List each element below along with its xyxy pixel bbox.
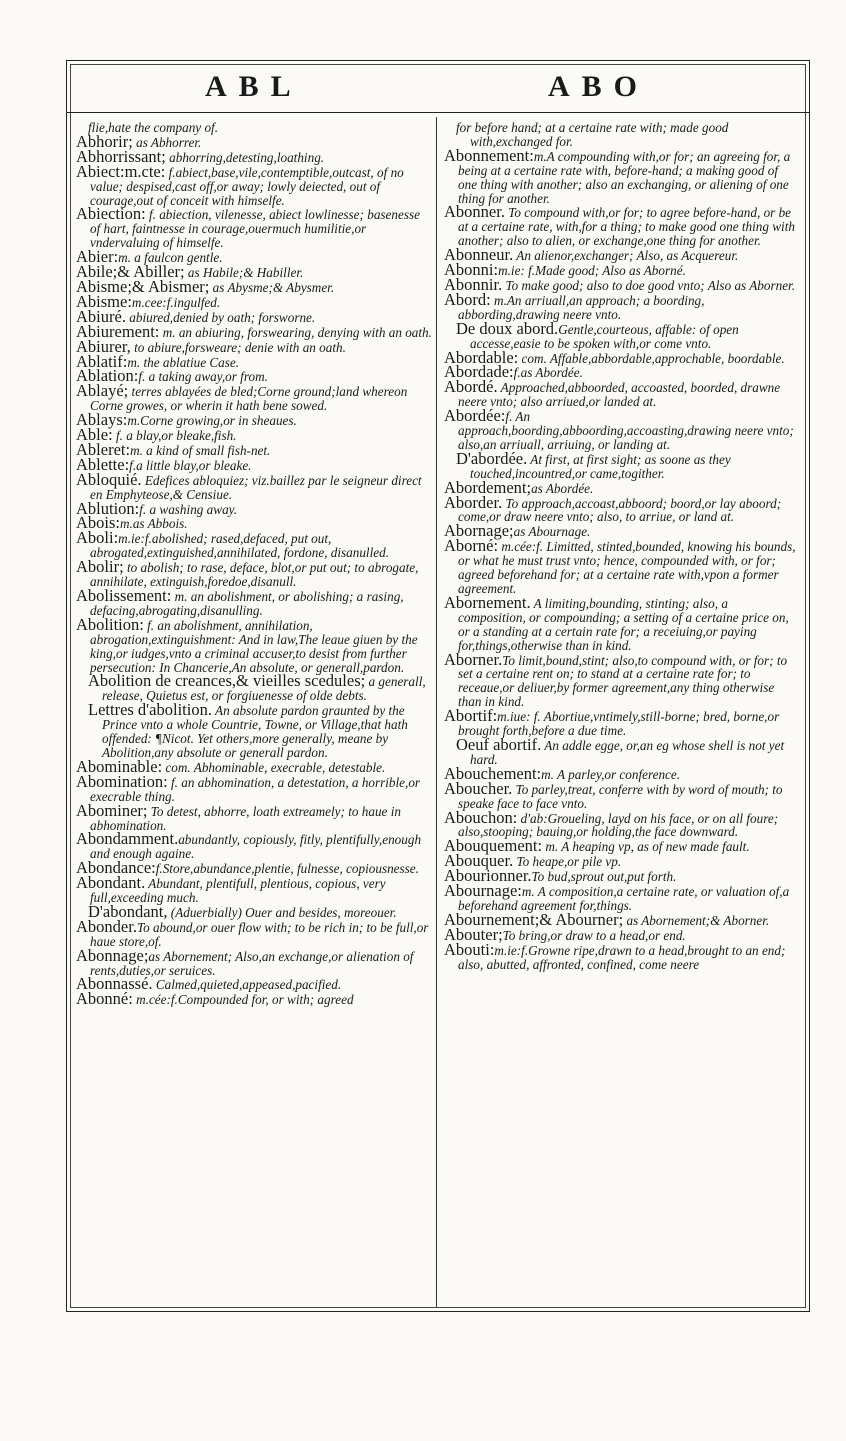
dictionary-entry	[76, 945, 432, 978]
headword: Abonnage;	[76, 945, 149, 965]
headword: Abouter;	[444, 924, 503, 944]
headword: Abolir;	[76, 557, 124, 577]
dictionary-entry	[444, 807, 796, 840]
definition: m. A parley,or conference.	[541, 766, 681, 782]
definition: f. an abhomination, a detestation, a horrible,or execrable thing.	[90, 774, 421, 804]
left-column	[76, 120, 432, 1007]
headword: Abornage;	[444, 521, 514, 541]
definition: as Habile;& Habiller.	[184, 265, 304, 281]
dictionary-entry	[76, 410, 432, 430]
headword: Abondant.	[76, 873, 146, 893]
definition: for before hand; at a certaine rate with; made good with,exchanged for.	[456, 120, 729, 149]
definition: m.cée:f. Limitted, stinted,bounded, knowing his bounds, or what he must trust vnto; hence, compounded with, or for; agreed beforehand for; at a certaine rate with,vpon a former agreement.	[458, 539, 796, 596]
headword: Abonné:	[76, 989, 133, 1009]
dictionary-entry	[76, 204, 432, 251]
definition: m. a faulcon gentle.	[118, 250, 223, 266]
dictionary-entry	[444, 145, 796, 206]
definition: m. A heaping vp, as of new made fault.	[542, 839, 750, 855]
dictionary-entry	[76, 671, 432, 704]
dictionary-entry	[76, 381, 432, 414]
definition: m.A compounding with,or for; an agreeing for, a being at a certaine rate with, before-hand; a making good of one thing with another; also an exchanging, or aliening of one thing for another.	[458, 148, 791, 206]
definition: to abolish; to rase, deface, blot,or put out; to abrogate, annihilate, extinguish,foredoe,disanull.	[90, 560, 419, 590]
dictionary-entry	[444, 924, 796, 944]
headword: Oeuf abortif.	[456, 734, 542, 754]
dictionary-entry	[76, 336, 432, 356]
dictionary-entry	[76, 771, 432, 804]
column-divider	[436, 117, 437, 1307]
definition: m.cée:f.Compounded for, or with; agreed	[132, 992, 354, 1008]
headword: Abondance:	[76, 858, 156, 878]
definition: (Aduerbially) Ouer and besides, moreouer.	[167, 904, 397, 920]
definition: A limiting,bounding, stinting; also, a composition, or compounding; a setting of a certaine price on, or a standing at a certain rate for; a receiuing,or paying for,things,otherwise than in kind.	[458, 595, 789, 653]
definition: as Abordée.	[531, 480, 594, 496]
dictionary-entry	[444, 492, 796, 525]
headword: Abonnir.	[444, 274, 503, 294]
dictionary-entry	[76, 439, 432, 459]
definition: To parley,treat, conferre with by word of mouth; to speake face to face vnto.	[458, 781, 783, 811]
dictionary-entry	[444, 939, 796, 972]
headword: Abouti:	[444, 939, 495, 959]
definition: To detest, abhorre, loath extreamely; to haue in abhomination.	[90, 803, 401, 833]
definition: abiured,denied by oath; forsworne.	[125, 309, 316, 325]
definition: m.Corne growing,or in sheaues.	[127, 413, 297, 429]
headword: Abiection:	[76, 204, 146, 224]
dictionary-entry	[76, 829, 432, 862]
headword: Abordée:	[444, 406, 506, 426]
definition: At first, at first sight; as soone as they touched,incountred,or came,togither.	[470, 451, 731, 481]
definition: m.ie:f.abolished; rased,defaced, put out, abrogated,extinguished,annihilated, fordone, disanulled.	[90, 531, 390, 561]
definition: as Abournage.	[513, 524, 591, 540]
definition: a generall, release, Quietus est, or forgiuenesse of olde debts.	[102, 674, 426, 704]
headword: Abordable:	[444, 347, 519, 367]
headword: Abordade:	[444, 362, 514, 382]
definition: flie,hate the company of.	[88, 120, 219, 135]
definition: To bring,or draw to a head,or end.	[502, 927, 686, 943]
headword: Lettres d'abolition.	[88, 700, 212, 720]
dictionary-entry	[76, 469, 432, 502]
dictionary-entry	[444, 406, 796, 452]
headword: Abois:	[76, 513, 121, 533]
dictionary-entry	[76, 557, 432, 590]
definition: f. abiection, vilenesse, abiect lowlinesse; basenesse of hart, faintnesse in courage,ouermuch humilitie,or vndervaluing of himselfe.	[90, 207, 420, 251]
headword: Abiuré.	[76, 306, 126, 326]
headword: Ableret:	[76, 439, 131, 459]
dictionary-entry	[444, 778, 796, 811]
headword: Abiurer,	[76, 336, 131, 356]
headword: Abloquié.	[76, 469, 142, 489]
definition: m. the ablatiue Case.	[127, 354, 240, 370]
dictionary-entry	[76, 989, 432, 1009]
dictionary-entry	[76, 800, 432, 833]
headword: Ablation:	[76, 366, 139, 386]
headword: Abortif:	[444, 706, 498, 726]
running-head-right: ABO	[548, 70, 650, 103]
headword: Abolissement:	[76, 586, 172, 605]
definition: Approached,abboorded, accoasted, boorded, drawne neere vnto; also arriued,or landed at.	[458, 380, 781, 410]
headword: Aborné:	[444, 536, 499, 556]
dictionary-entry	[444, 448, 796, 481]
definition: m. A composition,a certaine rate, or valuation of,a beforehand agreement for,things.	[458, 884, 790, 913]
definition: abundantly, copiously, fitly, plentifully,enough and enough againe.	[90, 832, 422, 862]
dictionary-entry	[76, 916, 432, 949]
headword: Abondamment.	[76, 829, 179, 849]
headword: Abouchement:	[444, 763, 542, 783]
definition: m.as Abbois.	[120, 516, 188, 532]
dictionary-entry	[76, 586, 432, 618]
definition: m. a kind of small fish-net.	[130, 442, 271, 458]
headword: Abordé.	[444, 377, 498, 397]
headword: Ablution:	[76, 498, 140, 518]
definition: m. an abiuring, forswearing, denying with an oath.	[159, 324, 432, 340]
dictionary-entry	[444, 318, 796, 351]
definition: m.ie:f.Growne ripe,drawn to a head,brought to an end; also, abutted, affronted, confined, come neere	[458, 942, 786, 972]
headword: Aborder.	[444, 492, 503, 512]
dictionary-entry	[76, 291, 432, 311]
headword: Abonner.	[444, 202, 505, 222]
running-head-left: ABL	[205, 70, 303, 103]
headword: Ablatif:	[76, 351, 128, 371]
definition: f. a washing away.	[139, 501, 238, 517]
definition: To heape,or pile vp.	[513, 854, 622, 870]
headword: De doux abord.	[456, 318, 559, 338]
headword: Aboucher.	[444, 778, 513, 798]
dictionary-entry	[76, 366, 432, 386]
definition: f.abiect,base,vile,contemptible,outcast, of no value; despised,cast off,or away; lowly deiected, out of courage,out of conceit with himselfe.	[90, 164, 404, 208]
definition: as Abornement; Also,an exchange,or alienation of rents,duties,or seruices.	[90, 948, 414, 978]
headword: Abonnement:	[444, 145, 534, 165]
definition: m. an abolishment, or abolishing; a rasing, defacing,abrogating,disanulling.	[90, 589, 404, 618]
definition: as Abornement;& Aborner.	[623, 912, 770, 928]
dictionary-entry	[444, 592, 796, 653]
dictionary-entry	[444, 377, 796, 410]
definition: d'ab:Groueling, layd on his face, or on all foure; also,stooping; bauing,or holding,the face downward.	[458, 810, 779, 840]
headword: Abouquement:	[444, 836, 543, 856]
dictionary-entry	[444, 734, 796, 767]
headword: Abiect:m.cte:	[76, 161, 166, 181]
headword: Abomination:	[76, 771, 168, 791]
headword: Abominer;	[76, 800, 148, 820]
headword: Aborner.	[444, 649, 503, 669]
headword: Abonder.	[76, 916, 137, 936]
headword: Abier:	[76, 247, 119, 267]
dictionary-entry	[76, 700, 432, 760]
definition: f.as Abordée.	[513, 365, 583, 381]
definition: f. An approach,boording,abboording,accoasting,drawing neere vnto; also,an arriuall, arriuing, or landing at.	[458, 409, 794, 452]
headword: Ablette:	[76, 454, 130, 474]
definition: m.cee:f.ingulfed.	[131, 294, 221, 310]
definition: f.Store,abundance,plentie, fulnesse, copiousnesse.	[155, 861, 419, 877]
headword: D'abordée.	[456, 448, 528, 468]
headword: Abornement.	[444, 592, 531, 612]
headword: Ablayé;	[76, 381, 129, 401]
headword: Abordement;	[444, 477, 532, 497]
headword: Abhorrissant;	[76, 146, 166, 166]
headword: Abominable:	[76, 756, 163, 776]
definition: as Abhorrer.	[132, 134, 202, 150]
headword: Abord:	[444, 289, 491, 309]
definition: An addle egge, or,an eg whose shell is not yet hard.	[470, 737, 785, 767]
definition: Edefices abloquiez; viz.baillez par le seigneur direct en Emphyteose,& Censiue.	[90, 472, 422, 502]
headword: Abisme;& Abismer;	[76, 276, 210, 296]
headword: Abisme:	[76, 291, 132, 311]
headword: Abolition de creances,& vieilles scedules;	[88, 671, 366, 691]
headword: Abolition:	[76, 614, 144, 634]
headword: Abhorir;	[76, 131, 133, 151]
dictionary-entry	[444, 202, 796, 249]
definition: abhorring,detesting,loathing.	[165, 149, 325, 165]
definition: To abound,or ouer flow with; to be rich in; to be full,or haue store,of.	[90, 919, 429, 949]
header-rule	[66, 112, 810, 113]
definition: m.iue: f. Abortiue,vntimely,still-borne; bred, borne,or brought forth,before a due time.	[458, 709, 780, 739]
headword: Abournement;& Abourner;	[444, 909, 624, 929]
definition: terres ablayées de bled;Corne ground;land whereon Corne growes, or wherin it hath bene sowed.	[90, 384, 408, 414]
headword: Abouchon:	[444, 807, 518, 827]
definition: An alienor,exchanger; Also, as Acquereur.	[513, 248, 739, 264]
dictionary-entry	[76, 873, 432, 906]
definition: To approach,accoast,abboord; boord,or lay aboord; come,or draw neere vnto; also, to arriue, or land at.	[458, 495, 782, 525]
dictionary-entry	[444, 274, 796, 294]
dictionary-entry	[444, 536, 796, 596]
definition: m.An arriuall,an approach; a boording, abbording,drawing neere vnto.	[458, 292, 705, 322]
headword: Abonneur.	[444, 245, 514, 265]
headword: Abonni:	[444, 260, 499, 280]
dictionary-entry	[76, 614, 432, 675]
dictionary-entry	[76, 528, 432, 561]
definition: com. Abhominable, execrable, detestable.	[162, 759, 386, 775]
definition: Abundant, plentifull, plentious, copious, very full,exceeding much.	[90, 876, 386, 906]
definition: f. a taking away,or from.	[138, 369, 268, 385]
dictionary-entry	[444, 649, 796, 710]
dictionary-entry	[76, 161, 432, 208]
headword: D'abondant,	[88, 901, 168, 921]
definition: m.ie: f.Made good; Also as Aborné.	[498, 263, 686, 279]
headword: Abournage:	[444, 881, 522, 901]
dictionary-entry	[444, 120, 796, 149]
right-column	[444, 120, 796, 971]
headword: Abouquer.	[444, 851, 514, 871]
definition: To bud,sprout out,put forth.	[531, 869, 677, 885]
dictionary-entry	[444, 706, 796, 739]
headword: Ablays:	[76, 410, 128, 430]
definition: Gentle,courteous, affable: of open accesse,easie to be spoken with,or come vnto.	[470, 321, 739, 351]
headword: Able:	[76, 425, 113, 445]
dictionary-entry	[76, 498, 432, 518]
dictionary-entry	[444, 289, 796, 322]
dictionary-entry	[76, 513, 432, 533]
definition: To compound with,or for; to agree before-hand, or be at a certaine rate, with,for a thing; to make good one thing with another; also to alien, or exchange,one thing for another.	[458, 205, 795, 249]
definition: f. a blay,or bleake,fish.	[112, 428, 237, 444]
definition: to abiure,forsweare; denie with an oath.	[130, 339, 346, 355]
definition: f. an abolishment, annihilation, abrogation,extinguishment: And in law,The leaue giuen by the king,or iudges,vnto a criminal accuser,to desist from further persecution: In Chancerie,An absolute, or generall,pardon.	[90, 617, 418, 675]
definition: com. Affable,abbordable,approchable, boordable.	[518, 350, 785, 366]
definition: as Abysme;& Abysmer.	[209, 279, 335, 295]
definition: Calmed,quieted,appeased,pacified.	[152, 977, 342, 993]
definition: An absolute pardon graunted by the Prince vnto a whole Countrie, Towne, or Village,that hath offended: ¶Nicot. Yet others,more generally, meane by Abolition,any absolute or generall pardon.	[102, 703, 408, 760]
definition: To make good; also to doe good vnto; Also as Aborner.	[502, 277, 796, 293]
headword: Abonnassé.	[76, 974, 153, 994]
headword: Abiurement:	[76, 321, 160, 341]
definition: To limit,bound,stint; also,to compound with, or for; to set a certaine rent on; to stand at a certaine rate for; to receaue,or deliuer,by former agreement,any thing otherwise than in kind.	[458, 652, 788, 710]
headword: Aboli:	[76, 528, 119, 548]
dictionary-entry	[444, 881, 796, 913]
definition: f.a little blay,or bleake.	[129, 457, 252, 473]
headword: Abourionner.	[444, 866, 532, 886]
headword: Abile;& Abiller;	[76, 262, 185, 282]
